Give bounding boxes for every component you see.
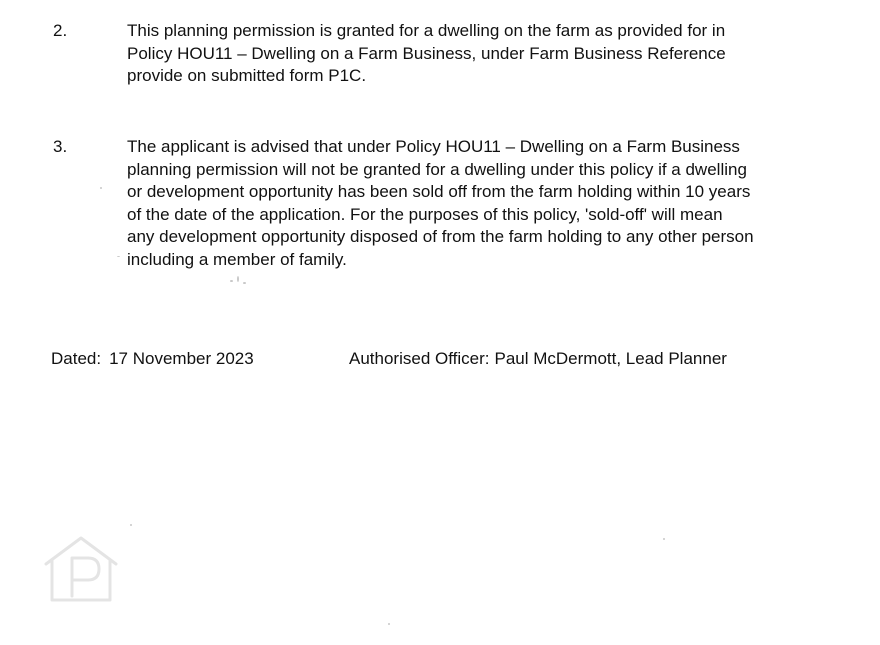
condition-number: 2. <box>53 21 68 40</box>
condition-line: provide on submitted form P1C. <box>127 66 367 85</box>
dated-field <box>51 348 254 370</box>
condition-line: or development opportunity has been sold off from the farm holding within 10 years <box>127 182 751 201</box>
scan-speck <box>130 524 132 526</box>
condition-line: This planning permission is granted for a dwelling on the farm as provided for in <box>127 21 726 40</box>
condition-text <box>127 136 817 271</box>
condition-line: any development opportunity disposed of from the farm holding to any other person <box>127 227 754 246</box>
condition-line: Policy HOU11 – Dwelling on a Farm Business, under Farm Business Reference <box>127 43 726 63</box>
scan-speck <box>243 282 246 284</box>
scan-speck <box>388 623 390 625</box>
scan-speck <box>237 276 239 282</box>
dated-value: 17 November 2023 <box>109 349 254 368</box>
scan-speck <box>117 256 120 257</box>
condition-line: The applicant is advised that under Policy HOU11 – Dwelling on a Farm Business <box>127 137 740 156</box>
scan-speck <box>100 187 102 189</box>
dated-label: Dated: <box>51 349 102 368</box>
condition-text <box>127 20 817 88</box>
authorised-officer-field <box>349 348 727 370</box>
officer-value: Paul McDermott, Lead Planner <box>494 349 727 368</box>
condition-line: of the date of the application. For the purposes of this policy, 'sold-off' will mean <box>127 204 723 224</box>
condition-line: planning permission will not be granted for a dwelling under this policy if a dwelling <box>127 159 747 179</box>
condition-number: 3. <box>53 137 68 156</box>
officer-label: Authorised Officer: <box>349 349 490 368</box>
scan-speck <box>230 280 233 282</box>
scan-speck <box>663 538 665 540</box>
condition-line: including a member of family. <box>127 249 347 269</box>
house-p-logo-icon <box>42 534 120 604</box>
